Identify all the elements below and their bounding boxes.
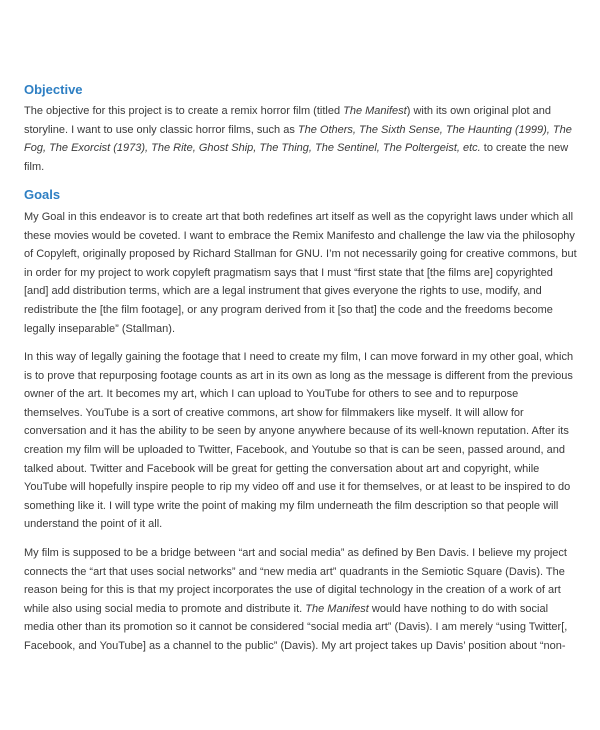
text-run: Facebook, and YouTube] as a channel to the public” (Davis). My art project takes up Davis’ position about “non- — [24, 639, 566, 652]
text-run: legally inseparable” (Stallman). — [24, 322, 176, 335]
text-line — [24, 422, 580, 441]
text-run: media other than its promotion so it cannot be considered “social media art” (Davis). I am merely “using Twitter[, — [24, 621, 568, 634]
text-line — [24, 208, 580, 227]
goals-paragraph-3 — [24, 544, 580, 656]
italic-text: The Others, The Sixth Sense, The Haunting (1999), The — [297, 123, 572, 136]
text-run: understand the point of it all. — [24, 518, 163, 531]
text-run: My Goal in this endeavor is to create art that both redefines art itself as well as the copyright laws under which all — [24, 211, 574, 223]
text-run: of Copyleft, originally proposed by Richard Stallman for GNU. I’m not necessarily going for creative commons, but — [24, 248, 577, 261]
text-line — [24, 320, 580, 339]
text-line — [24, 404, 580, 423]
text-line — [24, 478, 580, 497]
text-run: is to prove that repurposing footage counts as art in its own as long as the message is different from the previous — [24, 369, 573, 382]
text-line — [24, 544, 580, 563]
text-line — [24, 264, 580, 283]
italic-text: The Manifest — [305, 602, 369, 615]
text-run: owner of the art. It becomes my art, which I can upload to YouTube for others to see and to repurpose — [24, 388, 519, 401]
italic-text: The Manifest — [343, 105, 407, 117]
text-line — [24, 348, 580, 367]
text-run: connects the “art that uses social networks” and “new media art” quadrants in the Semiotic Square (Davis). The — [24, 565, 565, 578]
text-line — [24, 301, 580, 320]
text-line — [24, 245, 580, 264]
goals-heading: Goals — [24, 187, 61, 202]
text-run: YouTube will hopefully inspire people to rip my video off and use it for themselves, or at least to be inspired to do — [24, 481, 571, 494]
text-run: themselves. YouTube is a sort of creative commons, art show for filmmakers like myself. It will allow for — [24, 406, 524, 419]
text-run: reason being for this is that my project incorporates the use of digital technology in the creation of a work of art — [24, 584, 561, 597]
goals-paragraph-2 — [24, 348, 580, 534]
text-run: redistribute the [the film footage], or any program derived from it [so that] the code and the freedoms become — [24, 303, 553, 316]
text-line — [24, 385, 580, 404]
italic-text: Fog, The Exorcist (1973), The Rite, Ghost Ship, The Thing, The Sentinel, The Poltergeist, etc. — [24, 142, 481, 155]
objective-paragraph — [24, 102, 580, 176]
text-run: conversation and it has the ability to be seen by anyone anywhere because of its well-known reputation. After its — [24, 425, 569, 438]
text-line — [24, 367, 580, 386]
text-line — [24, 497, 580, 516]
text-run: something like it. I will type write the point of making my film underneath the film description so that people will — [24, 499, 559, 512]
text-run: these movies would be coveted. I want to embrace the Remix Manifesto and challenge the law via the philosophy — [24, 229, 575, 242]
text-run: talked about. Twitter and Facebook will be great for getting the conversation about art and copyright, while — [24, 462, 540, 475]
text-run: My film is supposed to be a bridge between “art and social media” as defined by Ben Davis. I believe my project — [24, 547, 567, 559]
text-line — [24, 441, 580, 460]
text-line — [24, 282, 580, 301]
text-run: The objective for this project is to create a remix horror film (titled — [24, 105, 344, 117]
text-line — [24, 139, 580, 158]
text-line — [24, 102, 580, 121]
objective-heading: Objective — [24, 82, 83, 97]
text-run: film. — [24, 160, 45, 173]
text-line — [24, 563, 580, 582]
text-run: to create the new — [480, 142, 569, 155]
text-run: [and] add distribution terms, which are a legal instrument that gives everyone the rights to use, modify, and — [24, 285, 542, 298]
text-run: ) with its own original plot and — [406, 105, 552, 117]
text-run: while also using social media to promote and distribute it. — [24, 602, 306, 615]
goals-paragraph-1 — [24, 208, 580, 338]
text-line — [24, 637, 580, 656]
text-line — [24, 227, 580, 246]
text-line — [24, 581, 580, 600]
text-line — [24, 460, 580, 479]
text-run: creation my film will be uploaded to Twitter, Facebook, and Youtube so that is can be seen, passed around, and — [24, 443, 565, 456]
text-line — [24, 515, 580, 534]
text-line — [24, 600, 580, 619]
text-run: would have nothing to do with social — [368, 602, 549, 615]
text-run: in order for my project to work copyleft pragmatism says that I must “first state that [the films are] copyrighted — [24, 266, 553, 279]
text-run: storyline. I want to use only classic horror films, such as — [24, 123, 298, 136]
text-line — [24, 158, 580, 177]
text-line — [24, 618, 580, 637]
text-line — [24, 121, 580, 140]
text-run: In this way of legally gaining the footage that I need to create my film, I can move forward in my other goal, which — [24, 351, 574, 363]
